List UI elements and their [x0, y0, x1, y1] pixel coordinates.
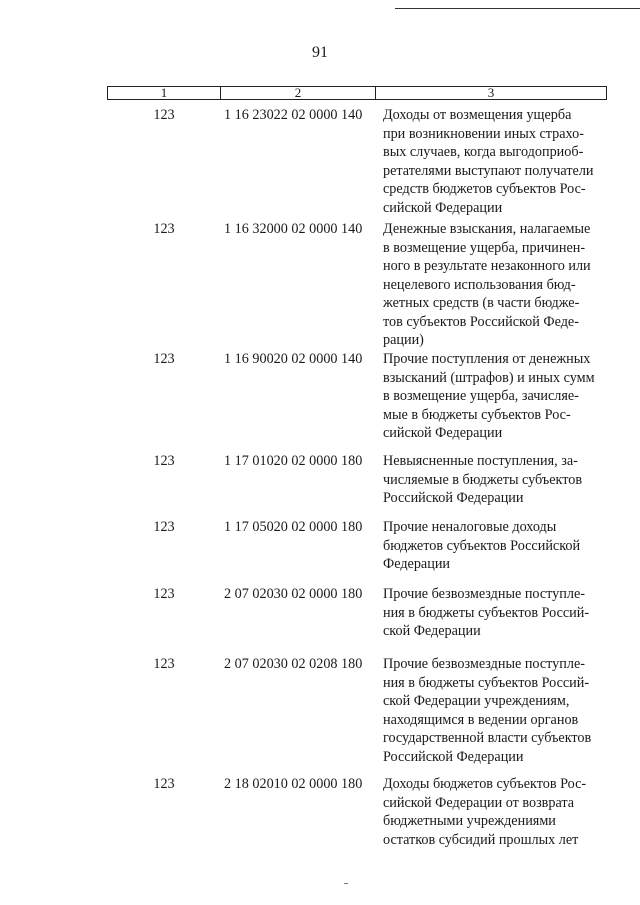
- description-line: ния в бюджеты субъектов Россий-: [383, 604, 590, 621]
- description-line: остатков субсидий прошлых лет: [383, 831, 579, 848]
- description-line: находящимся в ведении органов: [383, 711, 579, 728]
- column-header-1: 1: [108, 87, 221, 99]
- description-line: ской Федерации: [383, 623, 481, 639]
- description-line: вых случаев, когда выгодоприоб-: [383, 144, 584, 160]
- description-line: рации): [383, 332, 424, 348]
- admin-code-cell: 123: [153, 453, 175, 469]
- description-cell: [383, 655, 611, 766]
- description-line: ния в бюджеты субъектов Россий-: [383, 674, 590, 691]
- footer-mark: [344, 883, 348, 884]
- admin-code-cell: 123: [153, 586, 175, 602]
- admin-code-cell: 123: [153, 351, 175, 367]
- description-line: сийской Федерации: [383, 199, 503, 216]
- admin-code-cell: 123: [153, 776, 175, 792]
- admin-code-cell: 123: [153, 656, 175, 672]
- table-header: [107, 86, 607, 100]
- description-cell: [383, 518, 611, 574]
- budget-code-cell: 1 16 32000 02 0000 140: [224, 221, 363, 237]
- description-cell: [383, 775, 611, 849]
- description-line: мые в бюджеты субъектов Рос-: [383, 406, 571, 423]
- admin-code-cell: 123: [153, 221, 175, 237]
- description-line: Российской Федерации: [383, 748, 524, 765]
- description-line: Прочие поступления от денежных: [383, 351, 591, 367]
- description-line: ской Федерации учреждениям,: [383, 693, 570, 709]
- description-line: средств бюджетов субъектов Рос-: [383, 181, 586, 197]
- admin-code-cell: 123: [153, 107, 175, 123]
- description-line: Прочие безвозмездные поступле-: [383, 656, 585, 672]
- description-cell: [383, 350, 611, 443]
- description-line: в возмещение ущерба, причинен-: [383, 239, 586, 256]
- description-line: взысканий (штрафов) и иных сумм: [383, 369, 595, 386]
- budget-code-cell: 2 07 02030 02 0000 180: [224, 586, 363, 602]
- description-line: ного в результате незаконного или: [383, 258, 591, 274]
- description-line: нецелевого использования бюд-: [383, 276, 576, 293]
- description-line: тов субъектов Российской Феде-: [383, 313, 579, 330]
- description-line: жетных средств (в части бюдже-: [383, 295, 580, 311]
- description-cell: [383, 106, 611, 217]
- budget-code-cell: 1 17 05020 02 0000 180: [224, 519, 363, 535]
- description-line: числяемые в бюджеты субъектов: [383, 471, 583, 488]
- column-header-2: 2: [221, 87, 376, 99]
- description-cell: [383, 585, 611, 641]
- budget-code-cell: 1 16 90020 02 0000 140: [224, 351, 363, 367]
- description-line: Российской Федерации: [383, 490, 524, 506]
- budget-code-cell: 2 07 02030 02 0208 180: [224, 656, 363, 672]
- description-line: ретателями выступают получатели: [383, 162, 594, 179]
- description-line: Прочие неналоговые доходы: [383, 519, 557, 535]
- description-line: сийской Федерации от возврата: [383, 794, 575, 811]
- description-cell: [383, 220, 611, 350]
- column-header-3: 3: [487, 85, 495, 100]
- description-line: бюджетов субъектов Российской: [383, 537, 581, 554]
- budget-code-cell: 1 17 01020 02 0000 180: [224, 453, 363, 469]
- top-rule: [395, 8, 640, 9]
- description-line: сийской Федерации: [383, 425, 503, 441]
- description-line: Прочие безвозмездные поступле-: [383, 586, 585, 602]
- description-line: бюджетными учреждениями: [383, 813, 556, 829]
- description-line: Невыясненные поступления, за-: [383, 453, 578, 469]
- admin-code-cell: 123: [153, 519, 175, 535]
- description-line: Денежные взыскания, налагаемые: [383, 221, 591, 237]
- description-line: Федерации: [383, 556, 451, 572]
- description-line: при возникновении иных страхо-: [383, 125, 584, 142]
- description-line: Доходы от возмещения ущерба: [383, 107, 572, 123]
- budget-code-cell: 2 18 02010 02 0000 180: [224, 776, 363, 792]
- description-line: Доходы бюджетов субъектов Рос-: [383, 776, 587, 792]
- page-number: 91: [312, 44, 328, 61]
- description-line: государственной власти субъектов: [383, 730, 592, 746]
- budget-code-cell: 1 16 23022 02 0000 140: [224, 107, 363, 123]
- description-line: в возмещение ущерба, зачисляе-: [383, 388, 579, 404]
- description-cell: [383, 452, 611, 508]
